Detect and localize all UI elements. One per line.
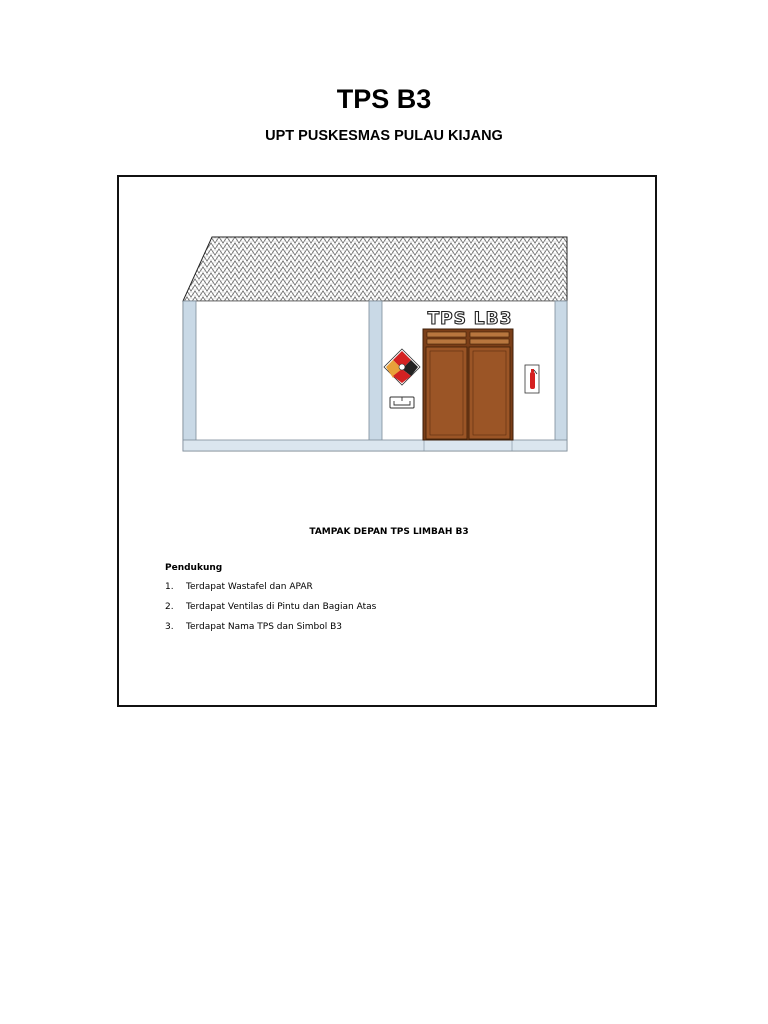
- building-front-drawing: [119, 177, 655, 477]
- sink-icon: [390, 397, 414, 408]
- vent-right: [470, 332, 509, 337]
- list-item-text: Terdapat Nama TPS dan Simbol B3: [186, 622, 343, 632]
- floor-base: [183, 440, 567, 451]
- list-item: [165, 582, 376, 592]
- support-heading: Pendukung: [165, 563, 223, 573]
- list-item: [165, 602, 376, 612]
- door-sign: TPS LB3: [427, 309, 513, 329]
- page-subtitle: UPT PUSKESMAS PULAU KIJANG: [265, 128, 503, 144]
- pillar-middle: [369, 301, 382, 451]
- list-item-number: 3.: [165, 622, 174, 632]
- drawing-frame: [117, 175, 657, 707]
- pillar-right: [555, 301, 567, 451]
- drawing-caption: TAMPAK DEPAN TPS LIMBAH B3: [309, 527, 469, 537]
- list-item-text: Terdapat Wastafel dan APAR: [186, 582, 313, 592]
- list-item-number: 1.: [165, 582, 174, 592]
- fire-extinguisher-icon: [525, 365, 539, 393]
- list-item-number: 2.: [165, 602, 174, 612]
- pillar-left: [183, 301, 196, 451]
- list-item-text: Terdapat Ventilas di Pintu dan Bagian Atas: [186, 602, 377, 612]
- support-section: [165, 563, 376, 642]
- page-title: TPS B3: [336, 84, 432, 114]
- list-item: [165, 622, 376, 632]
- roof: [183, 237, 567, 301]
- vent-left: [427, 332, 466, 337]
